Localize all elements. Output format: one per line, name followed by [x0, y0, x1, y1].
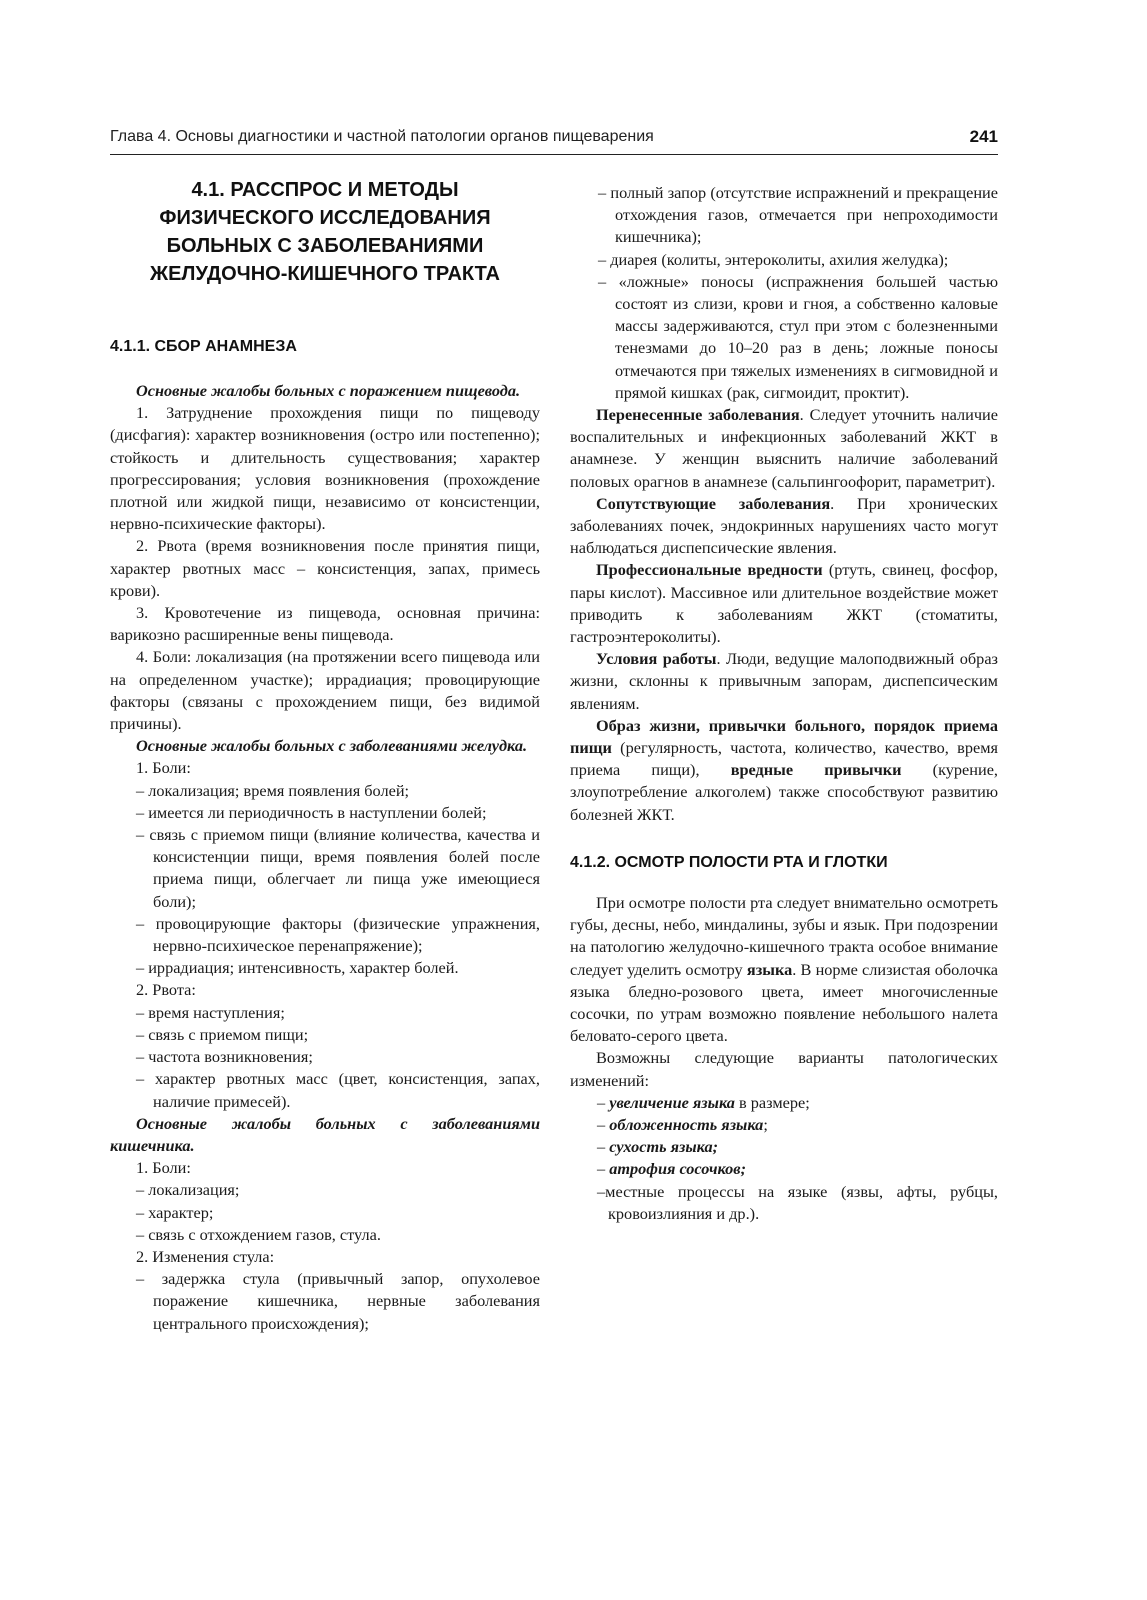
term: языка: [746, 959, 793, 979]
list-item: – «ложные» поносы (испражнения большей частью состоят из слизи, крови и гноя, а собственно каловые массы задерживаются, стул при этом с болезненными тенезмами до 10–20 раз в день; ложные поносы отмечаются при тяжелых изменениях в сигмовидной и прямой кишках (рак, сигмоидит, проктит).: [598, 271, 998, 402]
paragraph: 2. Рвота (время возникновения после принятия пищи, характер рвотных масс – консистенция, запах, примесь крови).: [110, 536, 540, 600]
list-item: – локализация;: [136, 1180, 240, 1200]
paragraph-text: При осмотре полости рта следует внимательно осмотреть губы, десны, небо, миндалины, зубы и язык. При подозрении на патологию желудочно-кишечного тракта особое внимание следует уделить осмотру: [570, 892, 998, 979]
paragraph: Возможны следующие варианты патологических изменений:: [570, 1048, 998, 1090]
dash: –: [597, 1114, 610, 1134]
complaints-heading-intestine: Основные жалобы больных с заболеваниями кишечника.: [110, 1113, 540, 1155]
list-item: – связь с отхождением газов, стула.: [136, 1224, 381, 1244]
term: Условия работы: [596, 649, 717, 669]
section-title: [110, 176, 540, 288]
paragraph-previous-diseases: [570, 404, 998, 493]
paragraph-occupational-hazards: [570, 559, 998, 648]
list-item: – связь с приемом пищи (влияние количества, качества и консистенции пищи, время появления болей после приема пищи, облегчает ли пища уже имеющиеся боли);: [136, 825, 540, 911]
list-item: – время наступления;: [136, 1002, 285, 1022]
list-item: – характер;: [136, 1202, 214, 1222]
list-item: – диарея (колиты, энтероколиты, ахилия желудка);: [598, 249, 949, 269]
list-item: – связь с приемом пищи;: [136, 1024, 309, 1044]
dash: –: [597, 1137, 610, 1157]
term: Профессиональные вредности: [596, 560, 823, 580]
paragraph-work-conditions: [570, 648, 998, 715]
list-item: – локализация; время появления болей;: [136, 780, 410, 800]
paragraph-text: . Люди, ведущие малоподвижный образ жизни, склонны к привычным запорам, диспепсическим явлениям.: [570, 649, 998, 713]
dash: –: [597, 1159, 610, 1179]
list-number: 2. Изменения стула:: [136, 1246, 275, 1266]
right-column: [570, 182, 998, 1225]
list-item: –местные процессы на языке (язвы, афты, рубцы, кровоизлияния и др.).: [597, 1181, 998, 1223]
paragraph-text: (регулярность, частота, количество, качество, время приема пищи),: [570, 738, 998, 780]
list-item: – полный запор (отсутствие испражнений и прекращение отхождения газов, отмечается при непроходимости кишечника);: [598, 183, 998, 247]
paragraph-concomitant-diseases: [570, 493, 998, 560]
list-item: – имеется ли периодичность в наступлении болей;: [136, 802, 487, 822]
list-item: – характер рвотных масс (цвет, консистенция, запах, наличие примесей).: [136, 1069, 540, 1111]
section-title-line: 4.1. РАССПРОС И МЕТОДЫ: [191, 179, 459, 201]
paragraph: 1. Затруднение прохождения пищи по пищеводу (дисфагия): характер возникновения (остро или постепенно); стойкость и длительность существования; характер прогрессирования; условия возникновения (прохождение плотной или жидкой пищи, независимо от консистенции, нервно-психические факторы).: [110, 403, 540, 534]
list-number: 2. Рвота:: [136, 980, 196, 1000]
list-number: 1. Боли:: [136, 758, 191, 778]
term: атрофия сосочков;: [609, 1159, 746, 1179]
list-item: [570, 1092, 998, 1114]
paragraph-text: (ртуть, свинец, фосфор, пары кислот). Массивное или длительное воздействие может приводить к заболеваниям ЖКТ (стоматиты, гастроэнтероколиты).: [570, 560, 999, 647]
term: сухость языка;: [609, 1137, 719, 1157]
paragraph: 3. Кровотечение из пищевода, основная причина: варикозно расширенные вены пищевода.: [110, 603, 540, 645]
page-number: 241: [969, 127, 998, 146]
list-item: [570, 1114, 998, 1136]
term: обложенность языка: [609, 1114, 764, 1134]
term: Сопутствующие заболевания: [596, 493, 831, 513]
term: Перенесенные заболевания: [596, 405, 800, 425]
term: Образ жизни, привычки больного, порядок приема пищи: [570, 715, 998, 758]
list-item: – задержка стула (привычный запор, опухолевое поражение кишечника, нервные заболевания центрального происхождения);: [136, 1269, 540, 1333]
list-item: – провоцирующие факторы (физические упражнения, нервно-психическое перенапряжение);: [136, 913, 540, 956]
list-item: [570, 1136, 998, 1158]
list-item-text: ;: [763, 1114, 768, 1134]
list-item: – частота возникновения;: [136, 1047, 313, 1067]
list-item: [570, 1158, 998, 1180]
dash: –: [597, 1092, 610, 1112]
paragraph-text: . Следует уточнить наличие воспалительных и инфекционных заболеваний ЖКТ в анамнезе. У женщин выяснить наличие заболеваний половых орагнов в анамнезе (сальпингоофорит, параметрит).: [570, 405, 998, 491]
paragraph-text: . В норме слизистая оболочка языка бледно-розового цвета, имеет многочисленные сосочки, по утрам возможно появление небольшого налета беловато-серого цвета.: [570, 959, 998, 1046]
complaints-heading-esophagus: Основные жалобы больных с поражением пищевода.: [136, 381, 521, 400]
section-title-line: ЖЕЛУДОЧНО-КИШЕЧНОГО ТРАКТА: [150, 263, 500, 285]
list-number: 1. Боли:: [136, 1158, 191, 1178]
complaints-heading-stomach: Основные жалобы больных с заболеваниями желудка.: [136, 736, 528, 756]
list-item-text: в размере;: [734, 1092, 810, 1112]
paragraph-lifestyle: [570, 715, 998, 826]
paragraph: 4. Боли: локализация (на протяжении всего пищевода или на определенном участке); иррадиация; провоцирующие факторы (связаны с прохождением пищи, без видимой причины).: [110, 647, 540, 734]
running-header: [110, 128, 998, 155]
subsection-title: 4.1.1. СБОР АНАМНЕЗА: [110, 338, 297, 355]
left-column: [110, 176, 540, 1335]
paragraph-text: (курение, злоупотребление алкоголем) также способствуют развитию болезней ЖКТ.: [570, 760, 998, 824]
paragraph-oral-exam: [570, 892, 998, 1047]
section-title-line: БОЛЬНЫХ С ЗАБОЛЕВАНИЯМИ: [166, 235, 484, 257]
term: увеличение языка: [609, 1092, 735, 1112]
section-title-line: ФИЗИЧЕСКОГО ИССЛЕДОВАНИЯ: [159, 207, 491, 229]
chapter-title: Глава 4. Основы диагностики и частной патологии органов пищеварения: [110, 128, 654, 145]
term: вредные привычки: [730, 760, 902, 780]
subsection-title: 4.1.2. ОСМОТР ПОЛОСТИ РТА И ГЛОТКИ: [570, 853, 888, 871]
paragraph-text: . При хронических заболеваниях почек, эндокринных нарушениях часто могут наблюдаться диспепсические явления.: [570, 493, 999, 558]
list-item: – иррадиация; интенсивность, характер болей.: [136, 958, 459, 978]
